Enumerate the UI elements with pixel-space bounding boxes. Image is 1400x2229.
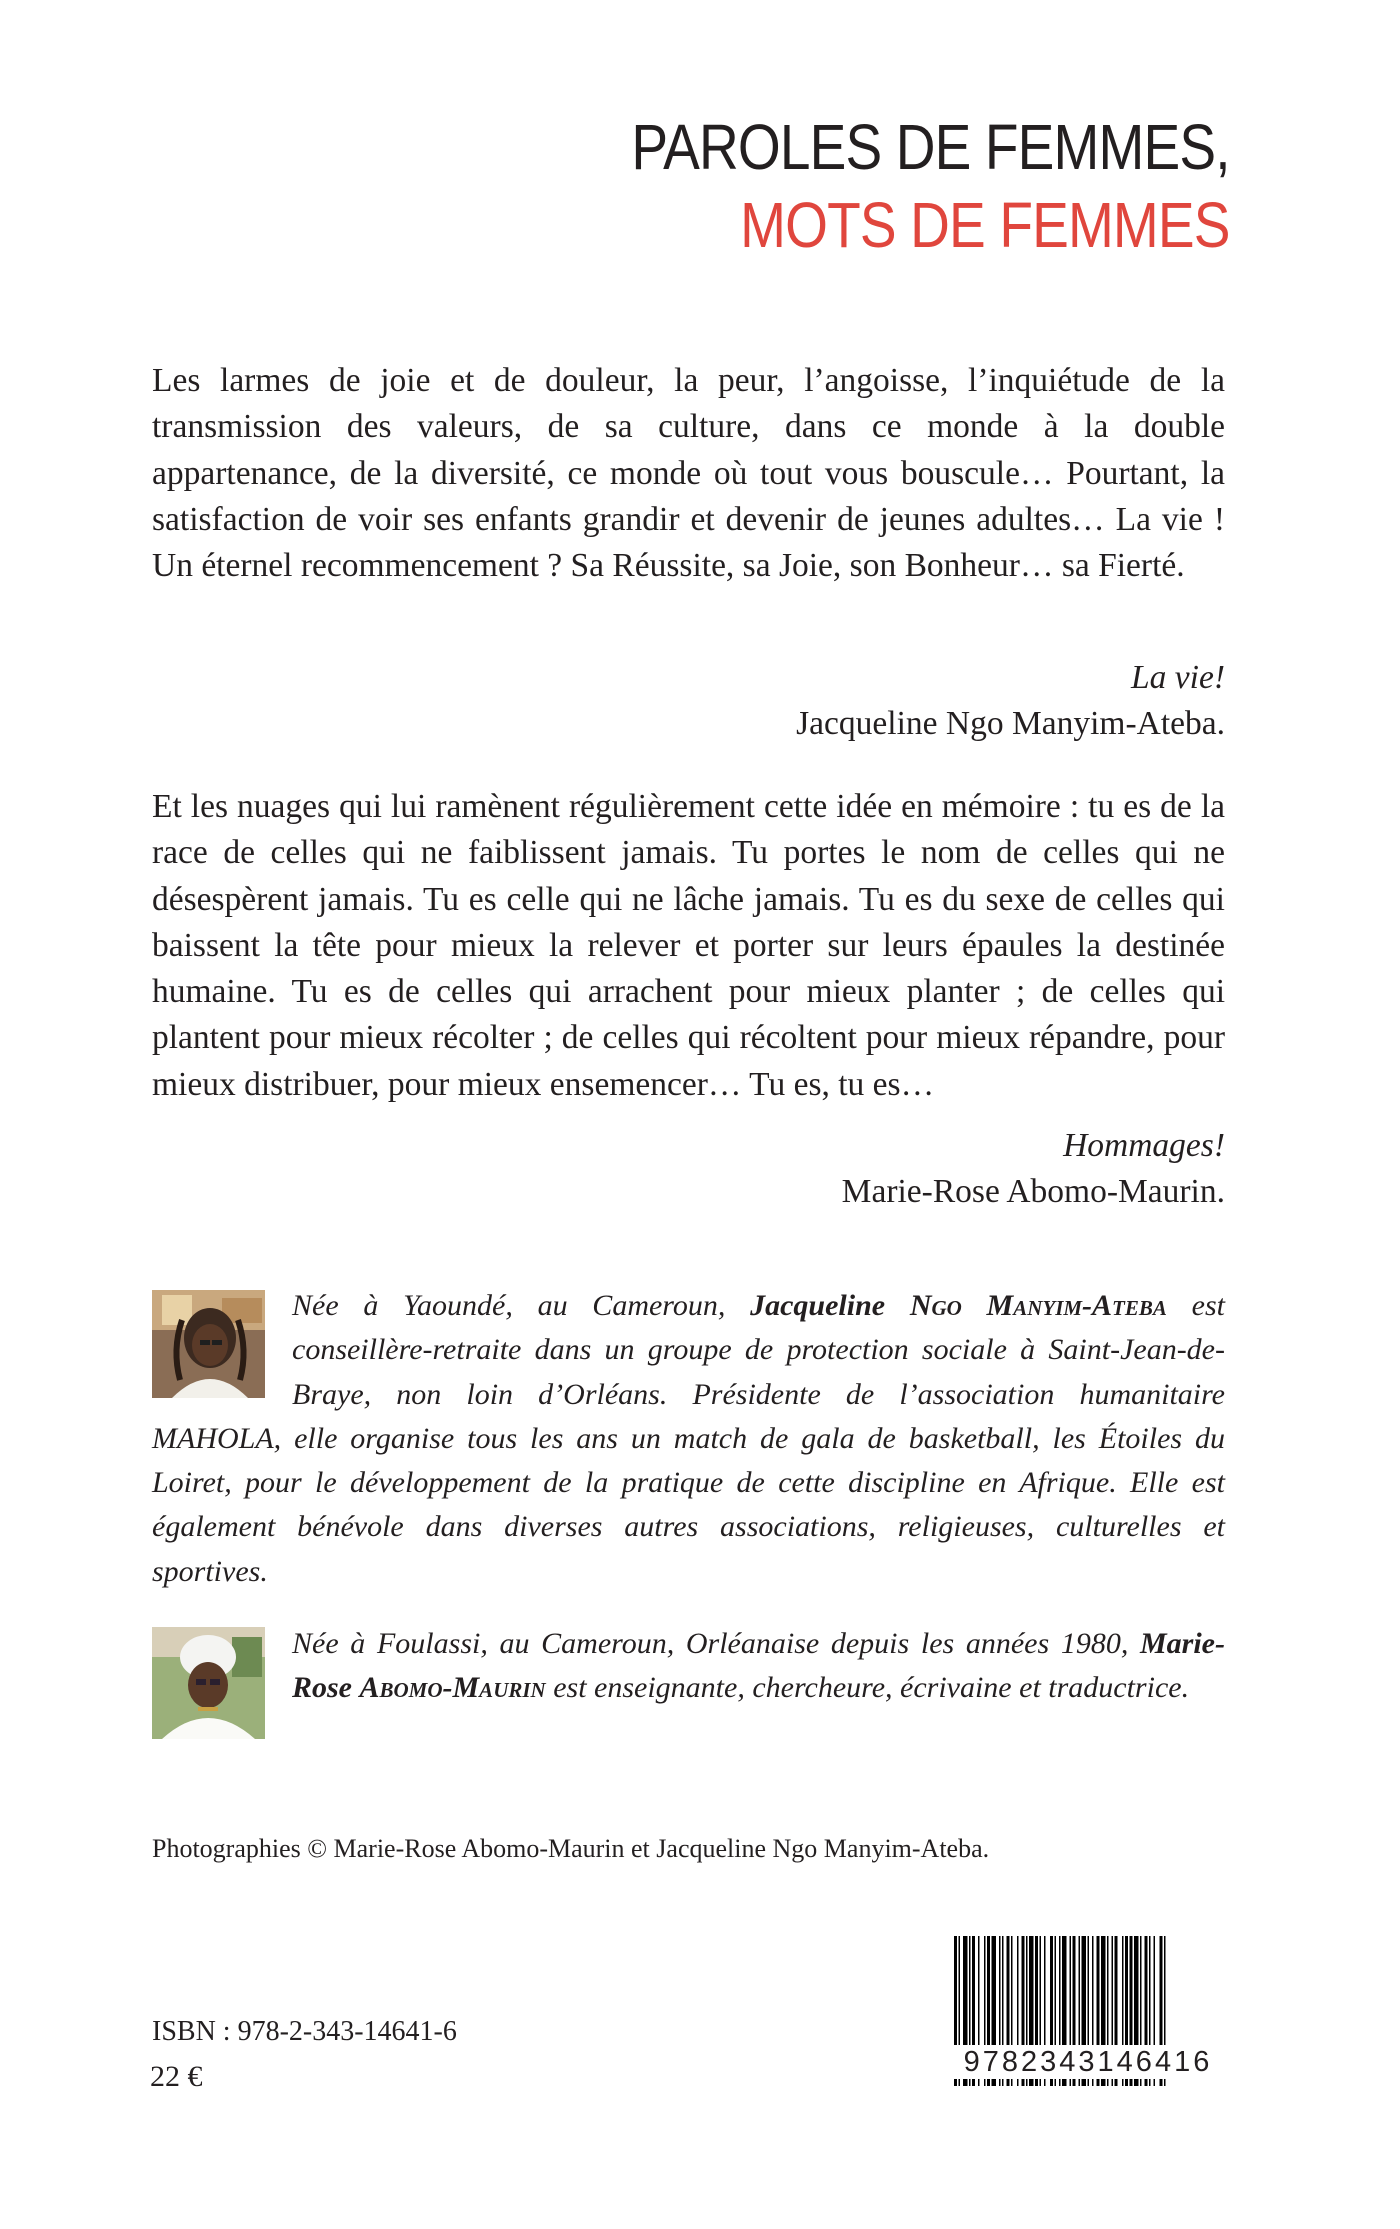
excerpt-1-signature	[796, 655, 1225, 747]
excerpt-2-quote: Hommages!	[1063, 1127, 1225, 1164]
bio-1-photo-space	[152, 1284, 292, 1412]
bio-1-body: est conseillère-retraite dans un groupe de protection sociale à Saint-Jean-de-Braye, non loin d’Orléans. Présidente de l’association humanitaire MAHOLA, elle organise tous les ans un match de gala de basketball, les Étoiles du Loiret, pour le développement de la pratique de cette discipline en Afrique. Elle est également bénévole dans diverses autres associations, religieuses, culturelles et sportives.	[152, 1289, 1225, 1588]
bio-2-body: est enseignante, chercheure, écrivaine et traductrice.	[545, 1671, 1190, 1705]
price: 22 €	[150, 2060, 203, 2093]
title-line-1: PAROLES DE FEMMES,	[631, 111, 1230, 183]
book-title	[632, 108, 1230, 264]
excerpt-1-author: Jacqueline Ngo Manyim-Ateba.	[796, 705, 1225, 742]
excerpt-1-quote: La vie!	[1131, 659, 1225, 696]
excerpt-2-text: Et les nuages qui lui ramènent régulièrement cette idée en mémoire : tu es de la race de celles qui ne faiblissent jamais. Tu portes le nom de celles qui ne désespèrent jamais. Tu es celle qui ne lâche jamais. Tu es du sexe de celles qui baissent la tête pour mieux la relever et porter sur leurs épaules la destinée humaine. Tu es de celles qui arrachent pour mieux planter ; de celles qui plantent pour mieux récolter ; de celles qui récoltent pour mieux répandre, pour mieux distribuer, pour mieux ensemencer… Tu es, tu es…	[152, 788, 1225, 1103]
title-line-2: MOTS DE FEMMES	[740, 189, 1230, 261]
bio-2-intro: Née à Foulassi, au Cameroun, Orléanaise depuis les années 1980,	[292, 1627, 1140, 1660]
excerpt-1-text: Les larmes de joie et de douleur, la peur, l’angoisse, l’inquiétude de la transmission des valeurs, de sa culture, dans ce monde à la double appartenance, de la diversité, ce monde où tout vous bouscule… Pourtant, la satisfaction de voir ses enfants grandir et devenir de jeunes adultes… La vie ! Un éternel recommencement ? Sa Réussite, sa Joie, son Bonheur… sa Fierté.	[152, 362, 1225, 585]
bio-2-photo-space	[152, 1622, 292, 1742]
bio-1-author-name	[750, 1289, 1167, 1322]
bio-2-name-rest: Abomo-Maurin	[359, 1671, 546, 1705]
bio-jacqueline	[152, 1284, 1225, 1594]
barcode-digits: 9782343146416	[950, 2045, 1226, 2079]
photo-credits: Photographies © Marie-Rose Abomo-Maurin et Jacqueline Ngo Manyim-Ateba.	[152, 1834, 990, 1863]
bio-1-name-first: Jacqueline	[750, 1289, 910, 1322]
excerpt-2-signature	[842, 1123, 1225, 1215]
isbn: ISBN : 978-2-343-14641-6	[152, 2016, 457, 2047]
bio-marie-rose	[152, 1622, 1225, 1742]
bio-1-name-rest: Ngo Manyim-Ateba	[909, 1289, 1167, 1322]
bio-2-name-first: Marie-Rose	[292, 1627, 1225, 1705]
bio-1-intro: Née à Yaoundé, au Cameroun,	[292, 1289, 751, 1322]
excerpt-2-author: Marie-Rose Abomo-Maurin.	[841, 1173, 1225, 1210]
